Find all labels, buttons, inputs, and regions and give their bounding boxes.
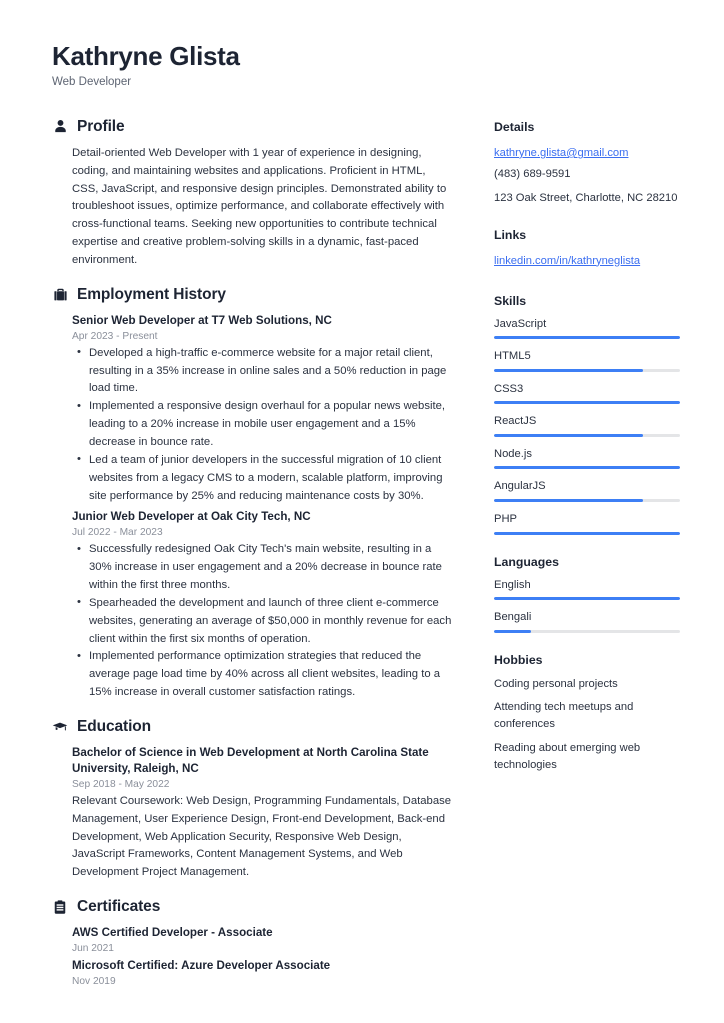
language-meter-fill bbox=[494, 630, 531, 633]
candidate-name: Kathryne Glista bbox=[52, 41, 240, 71]
skill-label: HTML5 bbox=[494, 350, 531, 363]
language-meter-track bbox=[494, 597, 680, 600]
sidebar-title-hobbies: Hobbies bbox=[494, 652, 543, 667]
skill-label: CSS3 bbox=[494, 382, 524, 395]
postal-address: 123 Oak Street, Charlotte, NC 28210 bbox=[494, 192, 678, 205]
skill-label: Node.js bbox=[494, 447, 532, 460]
skill-meter-track bbox=[494, 434, 680, 437]
section-title-employment: Employment History bbox=[77, 285, 226, 303]
section-body-certificates bbox=[52, 925, 454, 987]
section-employment bbox=[52, 286, 454, 702]
skill-label: JavaScript bbox=[494, 317, 547, 330]
section-education bbox=[52, 718, 454, 882]
language-row bbox=[494, 610, 680, 633]
list-item: • Implemented performance optimization strategies that reduced the average page load time by 40% across all client websites, leading to a 15% increase in overall customer satisfaction ratings. bbox=[72, 648, 454, 702]
skill-row bbox=[494, 317, 680, 340]
education-entry-date: Sep 2018 - May 2022 bbox=[72, 778, 170, 790]
sidebar-title-languages: Languages bbox=[494, 554, 559, 569]
skill-label: PHP bbox=[494, 512, 518, 525]
employment-entry-date: Apr 2023 - Present bbox=[72, 330, 158, 342]
section-body-employment bbox=[52, 313, 454, 702]
sidebar-block-links bbox=[494, 228, 680, 274]
language-row bbox=[494, 578, 680, 601]
section-header-profile bbox=[52, 118, 454, 136]
skill-meter-track bbox=[494, 532, 680, 535]
education-entry bbox=[72, 745, 454, 882]
skill-meter-track bbox=[494, 466, 680, 469]
employment-entry-title: Junior Web Developer at Oak City Tech, NC bbox=[72, 510, 311, 524]
skill-row bbox=[494, 479, 680, 502]
section-certificates bbox=[52, 898, 454, 987]
certificate-entry-title: Microsoft Certified: Azure Developer Associate bbox=[72, 959, 331, 973]
employment-entry-bullets bbox=[72, 345, 454, 506]
employment-entry bbox=[72, 313, 454, 506]
hobby-item: Attending tech meetups and conferences bbox=[494, 701, 634, 731]
skill-meter-fill bbox=[494, 336, 680, 339]
skill-meter-fill bbox=[494, 369, 643, 372]
skill-label: ReactJS bbox=[494, 415, 537, 428]
sidebar-block-skills bbox=[494, 294, 680, 535]
sidebar-block-details bbox=[494, 120, 680, 208]
language-meter-track bbox=[494, 630, 680, 633]
main-column bbox=[52, 118, 454, 1003]
language-label: Bengali bbox=[494, 611, 532, 624]
resume-body bbox=[52, 118, 684, 1003]
language-label: English bbox=[494, 578, 531, 591]
list-item: • Successfully redesigned Oak City Tech's main website, resulting in a 30% increase in user engagement and a 20% decrease in bounce rate within the first three months. bbox=[72, 541, 454, 595]
employment-entry bbox=[72, 509, 454, 702]
phone-number: (483) 689-9591 bbox=[494, 167, 571, 180]
certificate-entry-date: Jun 2021 bbox=[72, 943, 114, 955]
sidebar-block-hobbies bbox=[494, 653, 680, 774]
section-body-education bbox=[52, 745, 454, 882]
hobby-item: Reading about emerging web technologies bbox=[494, 742, 641, 771]
skill-meter-fill bbox=[494, 499, 643, 502]
skill-meter-track bbox=[494, 401, 680, 404]
list-item: • Implemented a responsive design overhaul for a popular news website, leading to a 20% increase in mobile user engagement and a 15% decrease in bounce rate. bbox=[72, 398, 454, 452]
person-icon bbox=[52, 119, 68, 135]
sidebar-title-links: Links bbox=[494, 227, 527, 242]
section-header-employment bbox=[52, 286, 454, 304]
linkedin-link[interactable]: linkedin.com/in/kathryneglista bbox=[494, 254, 641, 267]
list-item: • Led a team of junior developers in the successful migration of 10 client websites from a legacy CMS to a modern, scalable platform, improving site performance by 25% and reducing maintenance costs by 30%. bbox=[72, 452, 454, 506]
clipboard-icon bbox=[52, 899, 68, 915]
sidebar-block-languages bbox=[494, 555, 680, 633]
skill-meter-track bbox=[494, 336, 680, 339]
education-entry-title: Bachelor of Science in Web Development at North Carolina State University, Raleigh, NC bbox=[72, 745, 429, 775]
skill-meter-fill bbox=[494, 434, 643, 437]
section-title-certificates: Certificates bbox=[77, 898, 161, 916]
section-title-education: Education bbox=[77, 717, 152, 735]
skill-row bbox=[494, 349, 680, 372]
skill-row bbox=[494, 447, 680, 470]
sidebar-column bbox=[494, 118, 680, 794]
graduation-cap-icon bbox=[52, 719, 68, 735]
skill-row bbox=[494, 382, 680, 405]
profile-text: Detail-oriented Web Developer with 1 year of experience in designing, coding, and maintaining websites and applications. Proficient in HTML, CSS, JavaScript, and responsive design principles. Demonstrated ability to troubleshoot issues, optimize performance, and collaborate effectively with cross-functional teams. Seeking new opportunities to contribute technical expertise and creative problem-solving skills in a dynamic, fast-paced environment. bbox=[72, 146, 447, 266]
skill-row bbox=[494, 414, 680, 437]
certificate-entry-title: AWS Certified Developer - Associate bbox=[72, 926, 273, 940]
education-entry-description: Relevant Coursework: Web Design, Programming Fundamentals, Database Management, User Experience Design, Front-end Development, Back-end Development, Web Application Security, Responsive Web Design, JavaScript Frameworks, Content Management Systems, and Web Development Project Management. bbox=[72, 794, 452, 879]
section-header-certificates bbox=[52, 898, 454, 916]
skill-meter-track bbox=[494, 499, 680, 502]
section-header-education bbox=[52, 718, 454, 736]
briefcase-icon bbox=[52, 287, 68, 303]
sidebar-title-skills: Skills bbox=[494, 293, 527, 308]
section-body-profile bbox=[52, 145, 454, 270]
skill-label: AngularJS bbox=[494, 480, 546, 493]
section-profile bbox=[52, 118, 454, 270]
list-item: • Developed a high-traffic e-commerce website for a major retail client, resulting in a 35% increase in online sales and a 50% reduction in page load time. bbox=[72, 345, 454, 399]
certificate-entry-date: Nov 2019 bbox=[72, 976, 116, 988]
employment-entry-date: Jul 2022 - Mar 2023 bbox=[72, 527, 163, 539]
candidate-job-title: Web Developer bbox=[52, 75, 132, 88]
skill-meter-fill bbox=[494, 401, 680, 404]
list-item: • Spearheaded the development and launch of three client e-commerce websites, generating an average of $50,000 in monthly revenue for each client within the first six months of operation. bbox=[72, 595, 454, 649]
employment-entry-bullets bbox=[72, 541, 454, 702]
skill-row bbox=[494, 512, 680, 535]
sidebar-title-details: Details bbox=[494, 119, 535, 134]
email-link[interactable]: kathryne.glista@gmail.com bbox=[494, 146, 629, 159]
resume-header bbox=[52, 42, 684, 88]
employment-entry-title: Senior Web Developer at T7 Web Solutions, NC bbox=[72, 313, 332, 327]
skill-meter-fill bbox=[494, 466, 680, 469]
section-title-profile: Profile bbox=[77, 117, 125, 135]
skill-meter-fill bbox=[494, 532, 680, 535]
certificate-entry bbox=[72, 925, 454, 954]
skill-meter-track bbox=[494, 369, 680, 372]
certificate-entry bbox=[72, 958, 454, 987]
language-meter-fill bbox=[494, 597, 680, 600]
hobby-item: Coding personal projects bbox=[494, 677, 618, 690]
